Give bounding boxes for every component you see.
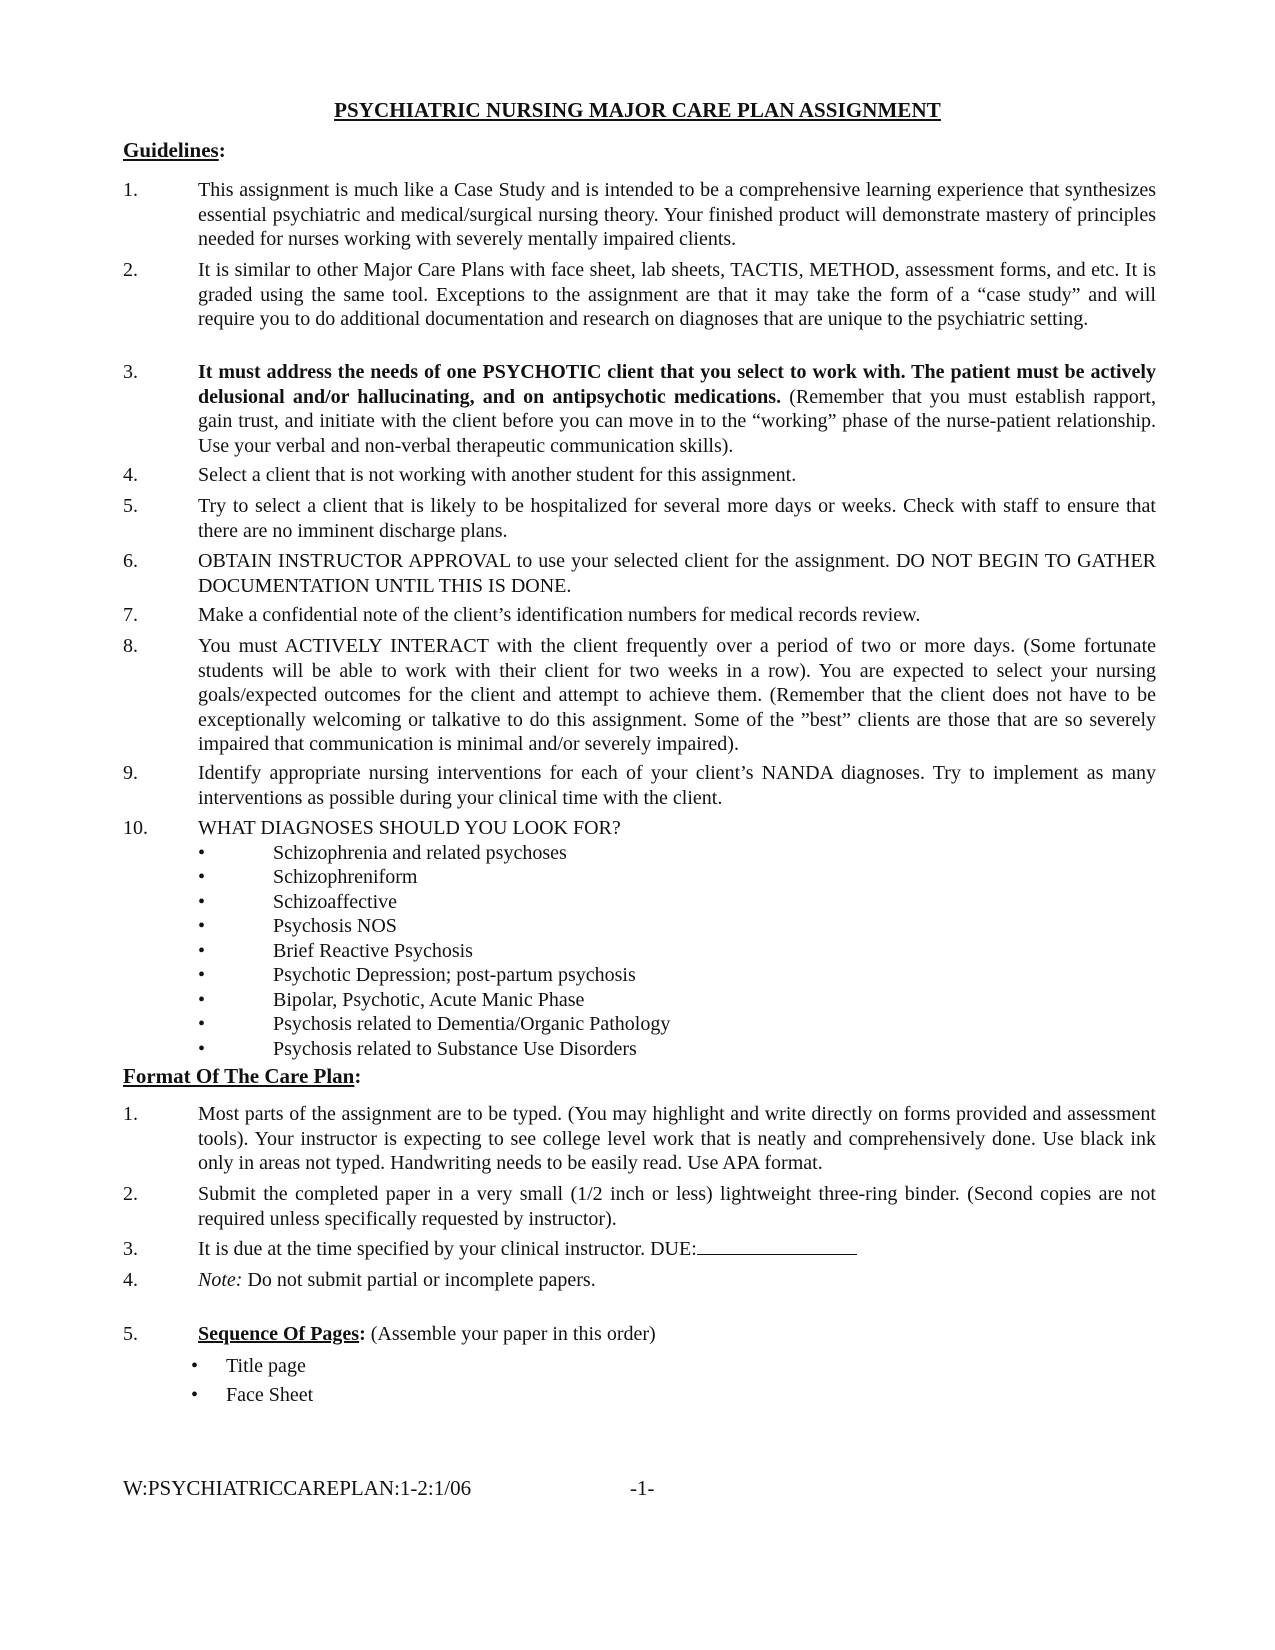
item-number: 10.: [123, 817, 148, 839]
list-item: [191, 1354, 1156, 1383]
diagnoses-list: [198, 841, 1156, 1062]
guideline-item-6: [123, 549, 1156, 598]
format-item-3: [123, 1237, 1156, 1262]
diagnosis-text: Psychosis NOS: [273, 915, 397, 937]
item-number: 5.: [123, 495, 138, 517]
list-item: [191, 1383, 1156, 1412]
item-text: Select a client that is not working with another student for this assignment.: [198, 464, 797, 486]
item-text-regular: (Remember that you must establish rapport, gain trust, and initiate with the client before you can move in to the “working” phase of the nurse-patient relationship. Use your verbal and non-verbal therapeutic communication skills).: [198, 385, 1156, 457]
bullet: •: [198, 841, 206, 864]
bullet: •: [198, 964, 206, 986]
item-text: This assignment is much like a Case Study and is intended to be a comprehensive learning experience that synthesizes essential psychiatric and medical/surgical nursing theory. Your finished product will demonstrate mastery of principles needed for nurses working with severely mentally impaired clients.: [198, 179, 1156, 250]
item-text: It is similar to other Major Care Plans with face sheet, lab sheets, TACTIS, METHOD, assessment forms, and etc. It is graded using the same tool. Exceptions to the assignment are that it may take the form of a “case study” and will require you to do additional documentation and research on diagnoses that are unique to the psychiatric setting.: [198, 259, 1156, 330]
guidelines-heading: [123, 138, 226, 163]
item-number: 1.: [123, 179, 138, 201]
footer-page-number: -1-: [630, 1476, 655, 1500]
list-item: [198, 988, 1156, 1013]
item-text: WHAT DIAGNOSES SHOULD YOU LOOK FOR?: [198, 817, 621, 839]
note-text: Do not submit partial or incomplete papers.: [242, 1269, 596, 1291]
guideline-item-5: [123, 494, 1156, 543]
item-text: OBTAIN INSTRUCTOR APPROVAL to use your selected client for the assignment. DO NOT BEGIN TO GATHER DOCUMENTATION UNTIL THIS IS DONE.: [198, 550, 1156, 597]
diagnosis-text: Psychosis related to Dementia/Organic Pathology: [273, 1013, 671, 1035]
guideline-item-10: [123, 816, 1156, 1061]
guideline-item-8: [123, 634, 1156, 757]
bullet: •: [191, 1354, 199, 1377]
item-number: 5.: [123, 1323, 138, 1345]
item-number: 2.: [123, 1183, 138, 1205]
list-item: [198, 890, 1156, 915]
bullet: •: [198, 1013, 206, 1035]
item-text-bold: It must address the needs of one PSYCHOTIC client that you select to work with. The patient must be actively delusional and/or hallucinating, and on antipsychotic medications.: [198, 361, 1156, 408]
sequence-note: (Assemble your paper in this order): [365, 1323, 656, 1345]
guidelines-heading-text: Guidelines: [123, 138, 219, 162]
guidelines-heading-colon: :: [218, 138, 226, 162]
list-item: [198, 939, 1156, 964]
diagnosis-text: Schizophreniform: [273, 866, 418, 888]
format-heading: [123, 1064, 361, 1089]
item-text: [198, 360, 1156, 458]
list-item: [198, 865, 1156, 890]
item-text: Submit the completed paper in a very small (1/2 inch or less) lightweight three-ring binder. (Second copies are not required unless specifically requested by instructor).: [198, 1183, 1156, 1230]
guideline-item-9: [123, 761, 1156, 810]
diagnosis-text: Psychotic Depression; post-partum psychosis: [273, 964, 636, 986]
item-number: 3.: [123, 361, 138, 383]
item-number: 4.: [123, 464, 138, 486]
sequence-item-text: Title page: [226, 1354, 306, 1377]
item-text: Make a confidential note of the client’s identification numbers for medical records review.: [198, 604, 921, 626]
format-item-1: [123, 1102, 1156, 1176]
sequence-list: [191, 1354, 1156, 1412]
due-text: It is due at the time specified by your clinical instructor. DUE:: [198, 1238, 697, 1260]
item-text: Identify appropriate nursing interventions for each of your client’s NANDA diagnoses. Try to implement as many interventions as possible during your clinical time with the client.: [198, 762, 1156, 809]
diagnosis-text: Bipolar, Psychotic, Acute Manic Phase: [273, 988, 585, 1011]
list-item: [198, 1037, 1156, 1062]
note-label: Note:: [198, 1269, 243, 1291]
guideline-item-4: [123, 463, 1156, 488]
format-item-2: [123, 1182, 1156, 1231]
item-number: 4.: [123, 1269, 138, 1291]
diagnosis-text: Schizoaffective: [273, 890, 398, 913]
bullet: •: [198, 1037, 206, 1060]
list-item: [198, 914, 1156, 939]
format-item-4: [123, 1268, 1156, 1293]
bullet: •: [191, 1383, 199, 1406]
item-text: [198, 1322, 1156, 1347]
item-number: 1.: [123, 1103, 138, 1125]
bullet: •: [198, 939, 206, 962]
bullet: •: [198, 915, 206, 937]
bullet: •: [198, 890, 206, 913]
item-number: 2.: [123, 259, 138, 281]
guideline-item-3: [123, 360, 1156, 458]
item-text: Try to select a client that is likely to be hospitalized for several more days or weeks. Check with staff to ensure that there are no imminent discharge plans.: [198, 495, 1156, 542]
diagnosis-text: Brief Reactive Psychosis: [273, 939, 473, 962]
list-item: [198, 963, 1156, 988]
format-heading-colon: :: [354, 1064, 362, 1088]
item-text: You must ACTIVELY INTERACT with the client frequently over a period of two or more days. (Some fortunate students will be able to work with their client for two weeks in a row). You are expected to select your nursing goals/expected outcomes for the client and attempt to achieve them. (Remember that the client does not have to be exceptionally welcoming or talkative to do this assignment. Some of the ”best” clients are those that are so severely impaired that communication is minimal and/or severely impaired).: [198, 635, 1156, 755]
item-number: 9.: [123, 762, 138, 784]
format-heading-text: Format Of The Care Plan: [123, 1064, 355, 1088]
sequence-item-text: Face Sheet: [226, 1383, 314, 1406]
item-text: [198, 1237, 1156, 1262]
guideline-item-2: [123, 258, 1156, 332]
sequence-heading-colon: :: [359, 1323, 366, 1345]
item-number: 6.: [123, 550, 138, 572]
document-title: PSYCHIATRIC NURSING MAJOR CARE PLAN ASSIGNMENT: [334, 98, 941, 122]
bullet: •: [198, 866, 206, 888]
list-item: [198, 841, 1156, 866]
item-text: Most parts of the assignment are to be typed. (You may highlight and write directly on forms provided and assessment tools). Your instructor is expecting to see college level work that is neatly and comprehensively done. Use black ink only in areas not typed. Handwriting needs to be easily read. Use APA format.: [198, 1103, 1156, 1174]
item-number: 3.: [123, 1238, 138, 1260]
diagnosis-text: Psychosis related to Substance Use Disorders: [273, 1037, 637, 1060]
item-text: [198, 1268, 1156, 1293]
diagnosis-text: Schizophrenia and related psychoses: [273, 841, 567, 864]
list-item: [198, 1012, 1156, 1037]
due-date-blank: [697, 1237, 857, 1255]
format-item-5: [123, 1322, 1156, 1412]
bullet: •: [198, 988, 206, 1011]
item-number: 8.: [123, 635, 138, 657]
item-number: 7.: [123, 604, 138, 626]
sequence-heading: Sequence Of Pages: [198, 1323, 360, 1345]
guideline-item-1: [123, 178, 1156, 252]
footer-file-path: W:PSYCHIATRICCAREPLAN:1-2:1/06: [123, 1476, 472, 1500]
guideline-item-7: [123, 603, 1156, 628]
